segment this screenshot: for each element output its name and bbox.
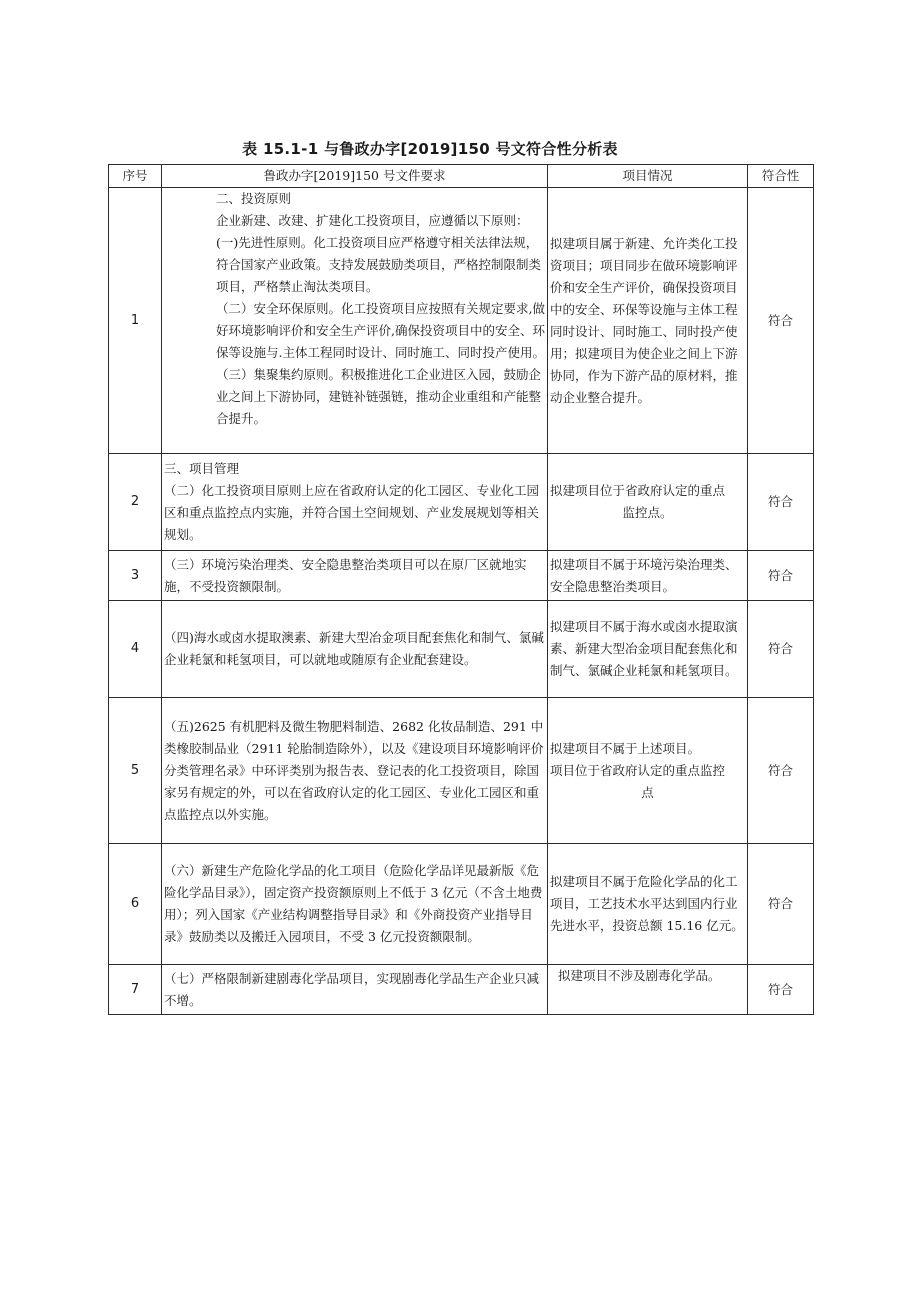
row-situation: [548, 698, 748, 844]
row-requirement: [162, 844, 548, 965]
situation-paragraph: 监控点。: [622, 505, 673, 520]
page-title: 表 15.1-1 与鲁政办字[2019]150 号文符合性分析表: [242, 140, 618, 158]
row-situation: [548, 965, 748, 1015]
requirement-paragraph: （二）安全环保原则。化工投资项目应按照有关规定要求,做好环境影响评价和安全生产评价,确保投资项目中的安全、环保等设施与.主体工程同时设计、同时施工、同时投产使用。: [216, 301, 545, 360]
row-requirement: [162, 188, 548, 454]
row-requirement: [162, 551, 548, 601]
row-conformity: 符合: [748, 188, 814, 454]
row-situation: [548, 454, 748, 551]
requirement-paragraph: （五)2625 有机肥料及微生物肥料制造、2682 化妆品制造、291 中类橡胶制品业（2911 轮胎制造除外），以及《建设项目环境影响评价分类管理名录》中环评类别为报告表、登记表的化工投资项目，除国家另有规定的外，可以在省政府认定的化工园区、专业化工园区和重点监控点以外实施。: [164, 718, 544, 822]
row-conformity: 符合: [748, 601, 814, 698]
row-situation: [548, 551, 748, 601]
requirement-paragraph: （七）严格限制新建剧毒化学品项目，实现剧毒化学品生产企业只减不增。: [164, 970, 540, 1008]
row-conformity: 符合: [748, 965, 814, 1015]
header-requirement: 鲁政办字[2019]150 号文件要求: [162, 165, 548, 188]
situation-paragraph: 拟建项目位于省政府认定的重点: [550, 483, 726, 498]
row-situation: [548, 601, 748, 698]
row-seq: 4: [109, 601, 162, 698]
requirement-heading: 二、投资原则: [216, 191, 292, 206]
row-seq: 2: [109, 454, 162, 551]
row-conformity: 符合: [748, 844, 814, 965]
requirement-heading: 三、项目管理: [164, 461, 240, 476]
row-requirement: [162, 601, 548, 698]
row-seq: 3: [109, 551, 162, 601]
requirement-paragraph: （二）化工投资项目原则上应在省政府认定的化工园区、专业化工园区和重点监控点内实施，并符合国土空间规划、产业发展规划等相关规划。: [164, 483, 540, 542]
row-situation: [548, 188, 748, 454]
row-seq: 7: [109, 965, 162, 1015]
table-row: [109, 551, 814, 601]
situation-paragraph: 拟建项目不属于海水或卤水提取演素、新建大型冶金项目配套焦化和制气、氯碱企业耗氯和耗氢项目。: [550, 619, 738, 678]
table-header-row: [109, 165, 814, 188]
situation-paragraph: 拟建项目不属于危险化学品的化工项目，工艺技术水平达到国内行业先进水平，投资总额 15.16 亿元。: [550, 874, 744, 933]
row-conformity: 符合: [748, 698, 814, 844]
header-seq: 序号: [109, 165, 162, 188]
situation-paragraph: 拟建项目属于新建、允许类化工投资项目；项目同步在做环境影响评价和安全生产评价，确保投资项目中的安全、环保等设施与主体工程同时设计、同时施工、同时投产使用；拟建项目为使企业之间上下游协同，作为下游产品的原材料，推动企业整合提升。: [550, 235, 738, 405]
row-requirement: [162, 965, 548, 1015]
situation-paragraph: 拟建项目不属于上述项目。: [550, 740, 701, 756]
situation-paragraph: 点: [641, 784, 654, 800]
situation-paragraph: 拟建项目不属于环境污染治理类、安全隐患整治类项目。: [550, 556, 738, 594]
row-conformity: 符合: [748, 454, 814, 551]
table-row: [109, 844, 814, 965]
situation-paragraph: 拟建项目不涉及剧毒化学品。: [558, 968, 721, 983]
row-seq: 5: [109, 698, 162, 844]
table-row: [109, 188, 814, 454]
header-conformity: 符合性: [748, 165, 814, 188]
row-conformity: 符合: [748, 551, 814, 601]
table-row: [109, 454, 814, 551]
requirement-paragraph: （六）新建生产危险化学品的化工项目（危险化学品详见最新版《危险化学品目录》），固定资产投资额原则上不低于 3 亿元（不含土地费用）；列入国家《产业结构调整指导目录》和《外商投资产业指导目录》鼓励类以及搬迁入园项目，不受 3 亿元投资额限制。: [164, 863, 543, 944]
header-situation: 项目情况: [548, 165, 748, 188]
requirement-paragraph: （四)海水或卤水提取澳素、新建大型冶金项目配套焦化和制气、氯碱企业耗氯和耗氢项目，可以就地或随原有企业配套建设。: [164, 630, 544, 667]
requirement-paragraph: （三）环境污染治理类、安全隐患整治类项目可以在原厂区就地实施，不受投资额限制。: [164, 556, 527, 594]
requirement-paragraph: 企业新建、改建、扩建化工投资项目，应遵循以下原则：(一)先进性原则。化工投资项目应严格遵守相关法律法规，符合国家产业政策。支持发展鼓励类项目，严格控制限制类项目，严格禁止淘汰类项目。: [216, 213, 542, 294]
requirement-paragraph: （三）集聚集约原则。积极推进化工企业进区入园，鼓励企业之间上下游协同，建链补链强链，推动企业重组和产能整合提升。: [216, 367, 542, 426]
row-requirement: [162, 698, 548, 844]
row-situation: [548, 844, 748, 965]
situation-paragraph: 项目位于省政府认定的重点监控: [550, 762, 726, 778]
table-row: [109, 601, 814, 698]
row-seq: 6: [109, 844, 162, 965]
table-row: [109, 698, 814, 844]
compliance-table: [108, 164, 814, 1015]
row-seq: 1: [109, 188, 162, 454]
table-row: [109, 965, 814, 1015]
row-requirement: [162, 454, 548, 551]
